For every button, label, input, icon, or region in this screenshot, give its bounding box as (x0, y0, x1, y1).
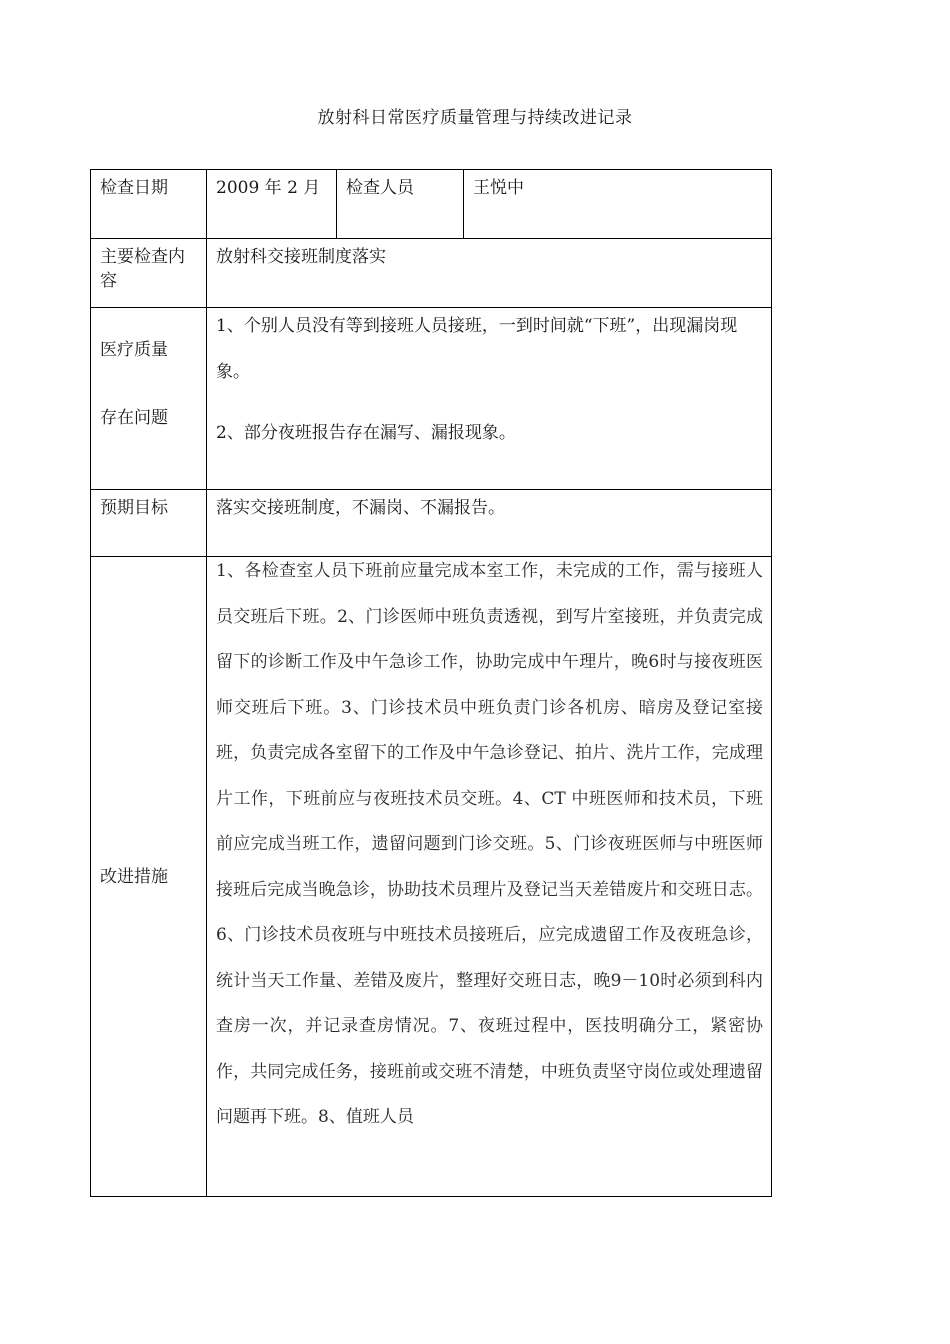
target-label: 预期目标 (91, 490, 207, 557)
measures-value (207, 557, 772, 1197)
content-value: 放射科交接班制度落实 (207, 239, 772, 308)
row-content (91, 239, 772, 308)
measures-text: 1、各检查室人员下班前应量完成本室工作，未完成的工作，需与接班人员交班后下班。2、门诊医师中班负责透视，到写片室接班，并负责完成留下的诊断工作及中午急诊工作，协助完成中午理片，晚6时与接夜班医师交班后下班。3、门诊技术员中班负责门诊各机房、暗房及登记室接班，负责完成各室留下的工作及中午急诊登记、拍片、洗片工作，完成理片工作，下班前应与夜班技术员交班。4、CT 中班医师和技术员，下班前应完成当班工作，遗留问题到门诊交班。5、门诊夜班医师与中班医师接班后完成当晚急诊，协助技术员理片及登记当天差错废片和交班日志。6、门诊技术员夜班与中班技术员接班后，应完成遗留工作及夜班急诊，统计当天工作量、差错及废片，整理好交班日志，晚9－10时必须到科内查房一次，并记录查房情况。7、夜班过程中，医技明确分工，紧密协作，共同完成任务，接班前或交班不清楚，中班负责坚守岗位或处理遗留问题再下班。8、值班人员 (216, 561, 763, 1127)
document-title: 放射科日常医疗质量管理与持续改进记录 (317, 108, 633, 128)
row-target (91, 490, 772, 557)
issues-value (207, 308, 772, 490)
issues-label-line1: 医疗质量 (100, 340, 168, 360)
issue-item: 1、个别人员没有等到接班人员接班，一到时间就“下班”，出现漏岗现象。 (216, 316, 738, 382)
row-issues (91, 308, 772, 490)
issues-label (91, 308, 207, 490)
issue-item: 2、部分夜班报告存在漏写、漏报现象。 (216, 423, 516, 443)
inspector-label: 检查人员 (337, 170, 464, 239)
row-measures (91, 557, 772, 1197)
inspector-value: 王悦中 (464, 170, 772, 239)
issues-label-line2: 存在问题 (100, 408, 168, 428)
target-value: 落实交接班制度，不漏岗、不漏报告。 (207, 490, 772, 557)
record-table (90, 169, 772, 1197)
date-value: 2009 年 2 月 (207, 170, 337, 239)
row-date (91, 170, 772, 239)
measures-label: 改进措施 (91, 557, 207, 1197)
content-label: 主要检查内容 (91, 239, 207, 308)
date-label: 检查日期 (91, 170, 207, 239)
